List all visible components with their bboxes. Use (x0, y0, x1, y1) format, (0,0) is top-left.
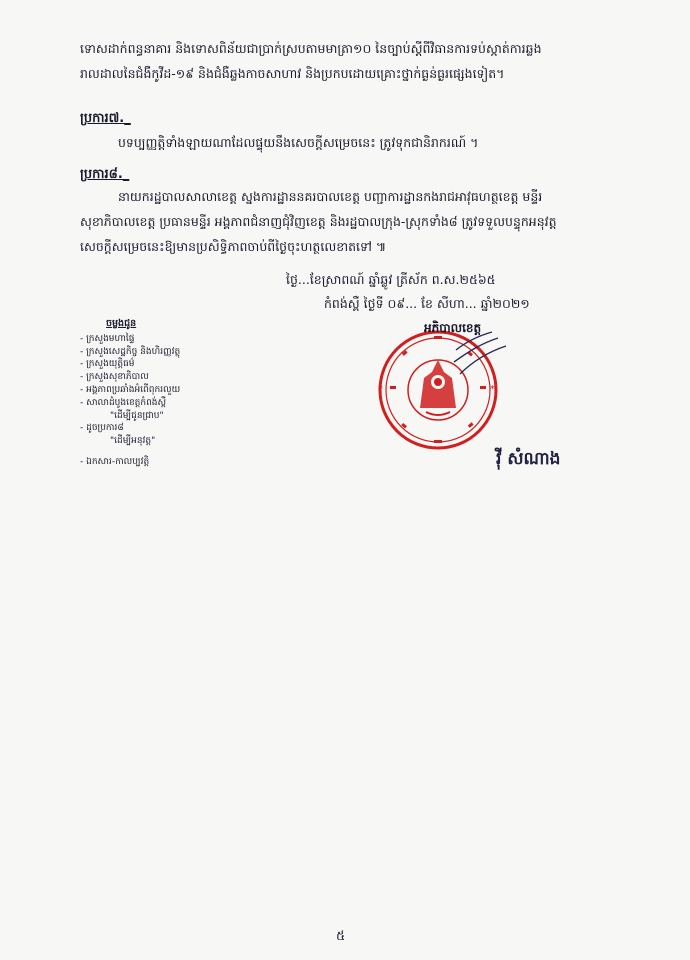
cc-list (80, 318, 280, 469)
cc-item: - សាលាដំបូងខេត្តកំពង់ស្ពឺ (80, 397, 167, 408)
cc-item: - ដូចប្រការ៨ (80, 423, 124, 434)
cc-item: - ឯកសារ-កាលប្បវត្តិ (80, 456, 150, 467)
cc-title: ចម្លងជូន (106, 318, 137, 329)
lunar-date: ថ្ងៃ...ខែស្រាពណ៍ ឆ្នាំឆ្លូវ ត្រីស័ក ព.ស.២៥៦៥ (286, 272, 496, 287)
article-7-body (118, 130, 478, 155)
svg-text:*: * (490, 384, 495, 395)
intro-line: ទោសដាក់ពន្ធនាគារ និងទោសពិន័យជាប្រាក់ស្របតាមមាត្រា១០ នៃច្បាប់ស្តីពីវិធានការទប់ស្កាត់ការឆ្លង (80, 41, 542, 56)
article-8-line: សុខាភិបាលខេត្ត ប្រធានមន្ទីរ អង្គភាពជំនាញជុំវិញខេត្ត និងរដ្ឋបាលក្រុង-ស្រុកទាំង៨ ត្រូវទទួលបន្ទុកអនុវត្ត (80, 214, 557, 229)
cc-item: - ក្រសួងសុខាភិបាល (80, 372, 149, 383)
intro-line: រាលដាលនៃជំងឺកូវីដ-១៩ និងជំងឺឆ្លងកាចសាហាវ និងប្រកបដោយគ្រោះថ្នាក់ធ្ងន់ធ្ងរផ្សេងទៀត។ (80, 66, 505, 81)
signatory-title: អភិបាលខេត្ត (424, 321, 482, 335)
article-8-heading: ប្រការ៨._ (80, 167, 130, 182)
cc-item: - អង្គភាពប្រឆាំងអំពើពុករលួយ (80, 384, 181, 395)
cc-item: - ក្រសួងសេដ្ឋកិច្ច និងហិរញ្ញវត្ថុ (80, 346, 181, 357)
cc-item: - ក្រសួងយុត្តិធម៌ (80, 359, 135, 370)
page-number: ៥ (336, 929, 346, 944)
signatory-name: វ៉ី សំណាង (496, 449, 561, 469)
intro-paragraph (80, 36, 542, 86)
svg-text:*: * (378, 384, 383, 395)
cc-item-note: "ដើម្បីជូនជ្រាប" (110, 410, 164, 421)
article-8-line: នាយករដ្ឋបាលសាលាខេត្ត ស្នងការដ្ឋាននគរបាលខេត្ត បញ្ជាការដ្ឋានកងរាជអាវុធហត្ថខេត្ត មន្ទីរ (118, 189, 543, 204)
article-8-body (80, 184, 557, 259)
article-8-line: សេចក្តីសម្រេចនេះឱ្យមានប្រសិទ្ធិភាពចាប់ពីថ្ងៃចុះហត្ថលេខាតទៅ ៕ (80, 239, 387, 254)
solar-date: កំពង់ស្ពឺ ថ្ងៃទី ០៩... ខែ សីហា... ឆ្នាំ២០២១ (324, 296, 530, 311)
cc-item: - ក្រសួងមហាផ្ទៃ (80, 333, 135, 344)
article-7-heading: ប្រការ៧._ (80, 111, 131, 126)
article-7-line: បទប្បញ្ញត្តិទាំងឡាយណាដែលផ្ទុយនឹងសេចក្តីសម្រេចនេះ ត្រូវទុកជានិរាករណ៍ ។ (118, 135, 479, 150)
cc-item-note: "ដើម្បីអនុវត្ត" (110, 436, 156, 447)
